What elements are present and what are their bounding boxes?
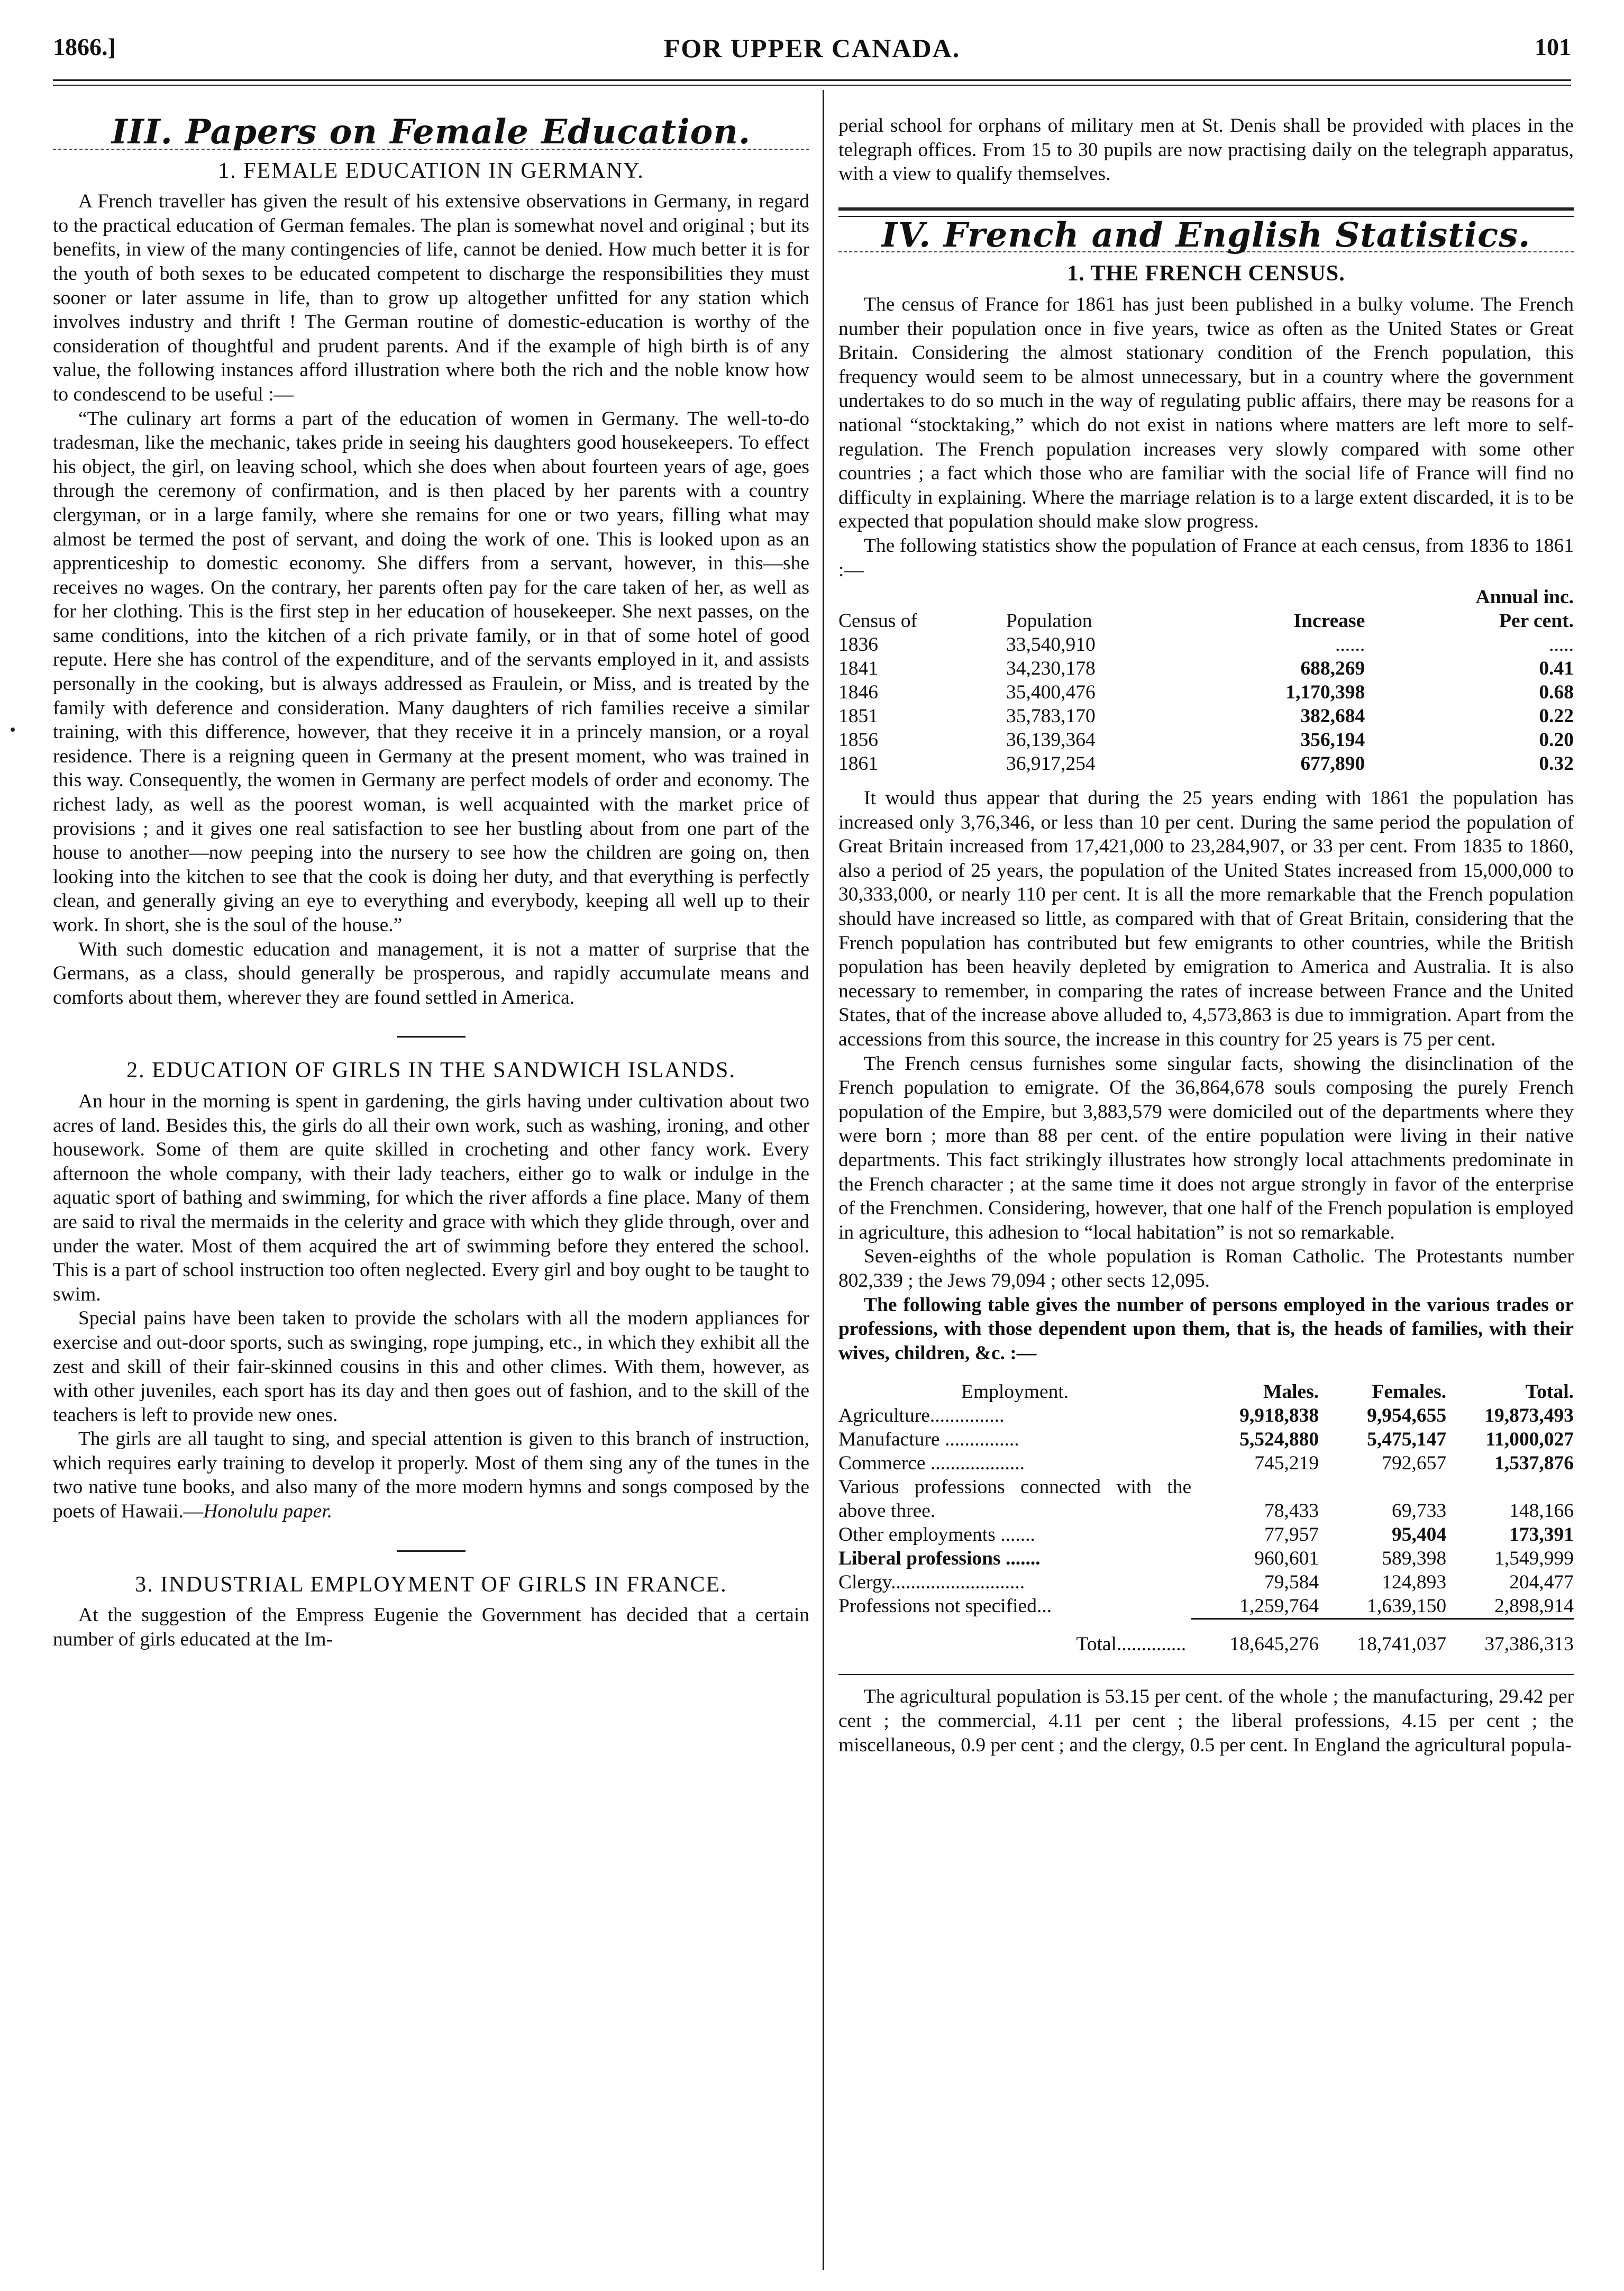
- census-percent: 0.32: [1539, 753, 1574, 775]
- header-year: 1866.]: [53, 33, 116, 60]
- census-population: 35,783,170: [1006, 705, 1096, 728]
- table-row: [838, 752, 1574, 776]
- employment-total: 1,549,999: [1494, 1548, 1574, 1570]
- paragraph: The French census furnishes some singular facts, showing the disinclination of the French population to emigrate. Of the 36,864,678 souls composing the purely French population of the Empire, but 3,883,579 were domiciled out of the departments where they were born ; more than 88 per cent. of the entire population were living in their native departments. This fact strikingly illustrates how strongly local attachments predominate in the French character ; at the same time it does not argue strongly in favor of the enterprise of the Frenchmen. Considering, however, that one half of the French population is employed in agriculture, this adhesion to “local habitation” is not so remarkable.: [838, 1052, 1574, 1243]
- census-population: 36,139,364: [1006, 729, 1096, 751]
- employment-label: Clergy...........................: [838, 1571, 1025, 1594]
- census-increase: ......: [1335, 634, 1365, 656]
- employment-header-label: Employment.: [961, 1381, 1069, 1403]
- table-row: [838, 1570, 1574, 1594]
- employment-label: Other employments .......: [838, 1524, 1035, 1546]
- employment-females: 9,954,655: [1367, 1405, 1447, 1427]
- employment-header-males: Males.: [1263, 1381, 1319, 1403]
- paragraph-text: The girls are all taught to sing, and special attention is given to this branch of instruction, which requires early training to develop it properly. Most of them sing any of the tunes in the two native tune books, and also many of the more modern hymns and songs composed by the poets of Hawaii.—: [53, 1428, 809, 1523]
- employment-males: 5,524,880: [1239, 1429, 1319, 1451]
- census-increase: 677,890: [1300, 753, 1365, 775]
- employment-males: 1,259,764: [1239, 1595, 1319, 1617]
- employment-males: 77,957: [1264, 1524, 1319, 1546]
- paragraph: The following statistics show the population of France at each census, from 1836 to 1861 :—: [838, 534, 1574, 581]
- paragraph: The following table gives the number of persons employed in the various trades or professions, with those dependent upon them, that is, the heads of families, with their wives, children, &c. :—: [838, 1294, 1574, 1364]
- employment-females: 1,639,150: [1367, 1595, 1447, 1617]
- header-rule-top: [53, 79, 1571, 81]
- employment-total: 148,166: [1509, 1500, 1574, 1522]
- table-row: [838, 1475, 1574, 1523]
- paragraph: The census of France for 1861 has just been published in a bulky volume. The French number their population once in five years, twice as often as the United States or Great Britain. Considering the almost stationary condition of the French population, this frequency would seem to be almost unnecessary, but in a country where the government undertakes to do so much in the way of regulating public affairs, there may be reasons for a national “stocktaking,” which do not exist in nations where matters are left more to self-regulation. The French population increases very slowly compared with some other countries ; a fact which those who are familiar with the social life of France will find no difficulty in explaining. Where the marriage relation is to a large extent discarded, it is to be expected that population should make slow progress.: [838, 293, 1574, 533]
- employment-total-label: Total..............: [1076, 1633, 1187, 1656]
- total-rule: [1191, 1619, 1574, 1633]
- table-row: [838, 1428, 1574, 1451]
- paragraph: [53, 1427, 809, 1523]
- page-header: [53, 33, 1571, 70]
- census-header-year: Census of: [838, 610, 917, 632]
- employment-total-males: 18,645,276: [1229, 1633, 1319, 1656]
- section-rule-thick: [838, 207, 1574, 211]
- census-header-population: Population: [1006, 610, 1092, 632]
- article-title-germany: 1. FEMALE EDUCATION IN GERMANY.: [218, 158, 644, 183]
- employment-males: 9,918,838: [1239, 1405, 1319, 1427]
- employment-females: 5,475,147: [1367, 1429, 1447, 1451]
- article-title-french-census: 1. THE FRENCH CENSUS.: [1067, 261, 1345, 286]
- census-population: 33,540,910: [1006, 634, 1096, 656]
- census-percent: 0.20: [1539, 729, 1574, 751]
- employment-total-row: [838, 1632, 1574, 1656]
- employment-rule-row: [838, 1619, 1574, 1633]
- census-header-annual: Annual inc.: [1475, 586, 1574, 608]
- margin-mark: [11, 728, 15, 732]
- employment-total: 1,537,876: [1494, 1452, 1574, 1475]
- header-rule-bottom: [53, 85, 1571, 86]
- employment-total-total: 37,386,313: [1484, 1633, 1574, 1656]
- census-header-row-2: [838, 609, 1574, 633]
- article-title-industrial-employment: 3. INDUSTRIAL EMPLOYMENT OF GIRLS IN FRANCE.: [135, 1572, 727, 1597]
- employment-males: 960,601: [1254, 1548, 1319, 1570]
- census-year: 1856: [838, 729, 878, 751]
- paragraph: “The culinary art forms a part of the education of women in Germany. The well-to-do tradesman, like the mechanic, takes pride in seeing his daughters good housekeepers. To effect his object, the girl, on leaving school, which she does when about fourteen years of age, goes through the ceremony of confirmation, and is then placed by her parents with a country clergyman, or in a large family, where she remains for one or two years, filling what may almost be termed the post of servant, and doing the work of one. This is looked upon as an apprenticeship to domestic economy. She differs from a servant, however, in this—she receives no wages. On the contrary, her parents often pay for the care taken of her, as well as for her clothing. This is the first step in her education of housekeeper. She next passes, on the same conditions, into the kitchen of a rich private family, or in that of some hotel of good repute. Here she has control of the expenditure, and of the servants employed in it, and assists personally in the cooking, but is always addressed as Fraulein, or Miss, and is treated by the family with deference and consideration. Many daughters of rich families receive a similar training, with this difference, however, that they receive it in a princely mansion, or a royal residence. There is a reigning queen in Germany at the present moment, who was trained in this way. Consequently, the women in Germany are perfect models of order and economy. The richest lady, as well as the poorest woman, is well acquainted with the market price of provisions ; and it gives one real satisfaction to see her bustling about from one part of the house to another—now peeping into the nursery to see how the children are going on, then looking into the kitchen to see that the cook is doing her duty, and that everything is perfectly clean, and generally giving an eye to everything and everybody, keeping all well up to their work. In short, she is the soul of the house.”: [53, 407, 809, 936]
- table-row: [838, 1594, 1574, 1619]
- employment-total: 11,000,027: [1485, 1429, 1574, 1451]
- census-increase: 1,170,398: [1285, 681, 1365, 704]
- census-year: 1861: [838, 753, 878, 775]
- paragraph-continued: perial school for orphans of military men at St. Denis shall be provided with places in the telegraph offices. From 15 to 30 pupils are now practising daily on the telegraph apparatus, with a view to qualify themselves.: [838, 115, 1574, 185]
- census-year: 1836: [838, 634, 878, 656]
- employment-females: 69,733: [1391, 1500, 1447, 1522]
- paragraph: The agricultural population is 53.15 per cent. of the whole ; the manufacturing, 29.42 per cent ; the commercial, 4.11 per cent ; the liberal professions, 4.15 per cent ; the miscellaneous, 0.9 per cent ; and the clergy, 0.5 per cent. In England the agricultural popula-: [838, 1686, 1574, 1756]
- census-percent: 0.22: [1539, 705, 1574, 728]
- paragraph: Seven-eighths of the whole population is Roman Catholic. The Protestants number 802,339 ; the Jews 79,094 ; other sects 12,095.: [838, 1245, 1574, 1292]
- employment-females: 589,398: [1382, 1548, 1447, 1570]
- table-row: [838, 633, 1574, 657]
- employment-header-total: Total.: [1525, 1381, 1574, 1403]
- right-column: [838, 114, 1574, 1757]
- left-column: [53, 114, 809, 1651]
- employment-label: Manufacture ...............: [838, 1429, 1019, 1451]
- column-divider: [823, 90, 824, 2270]
- header-page-number: 101: [1535, 33, 1571, 60]
- census-increase: 688,269: [1300, 658, 1365, 680]
- census-year: 1846: [838, 681, 878, 704]
- employment-label: Professions not specified...: [838, 1595, 1052, 1617]
- census-header-row-1: [838, 585, 1574, 609]
- census-year: 1841: [838, 658, 878, 680]
- table-bottom-rule: [838, 1674, 1574, 1675]
- census-increase: 356,194: [1300, 729, 1365, 751]
- paragraph: With such domestic education and management, it is not a matter of surprise that the Germans, as a class, should generally be prosperous, and rapidly accumulate means and comforts about them, wherever they are found settled in America.: [53, 938, 809, 1008]
- census-header-percent: Per cent.: [1499, 610, 1574, 632]
- employment-total: 204,477: [1509, 1571, 1574, 1594]
- section-title-female-education: III. Papers on Female Education.: [111, 112, 751, 152]
- employment-total: 2,898,914: [1494, 1595, 1574, 1617]
- employment-females: 95,404: [1391, 1524, 1447, 1546]
- employment-females: 124,893: [1382, 1571, 1447, 1594]
- census-percent: 0.41: [1539, 658, 1574, 680]
- table-row: [838, 728, 1574, 752]
- census-population: 35,400,476: [1006, 681, 1096, 704]
- employment-males: 745,219: [1254, 1452, 1319, 1475]
- table-row: [838, 704, 1574, 728]
- employment-label: Agriculture...............: [838, 1405, 1005, 1427]
- table-row: [838, 1404, 1574, 1428]
- employment-label: Various professions connected with the above three.: [838, 1476, 1192, 1522]
- employment-header-females: Females.: [1372, 1381, 1447, 1403]
- employment-total-females: 18,741,037: [1357, 1633, 1447, 1656]
- table-row: [838, 1523, 1574, 1547]
- employment-total: 19,873,493: [1484, 1405, 1574, 1427]
- header-title: FOR UPPER CANADA.: [663, 33, 961, 63]
- table-row: [838, 680, 1574, 704]
- employment-header-row: [838, 1380, 1574, 1404]
- census-percent: .....: [1549, 634, 1574, 656]
- census-percent: 0.68: [1539, 681, 1574, 704]
- article-separator: [397, 1036, 466, 1038]
- paragraph: At the suggestion of the Empress Eugenie the Government has decided that a certain number of girls educated at the Im-: [53, 1604, 809, 1650]
- employment-females: 792,657: [1382, 1452, 1447, 1475]
- table-row: [838, 1547, 1574, 1570]
- census-population: 36,917,254: [1006, 753, 1096, 775]
- employment-label: Liberal professions .......: [838, 1548, 1041, 1570]
- census-year: 1851: [838, 705, 878, 728]
- paragraph: It would thus appear that during the 25 years ending with 1861 the population has increased only 3,76,346, or less than 10 per cent. During the same period the population of Great Britain increased from 17,421,000 to 23,284,907, or 33 per cent. From 1835 to 1860, also a period of 25 years, the population of the United States increased from 15,000,000 to 30,333,000, or nearly 110 per cent. It is all the more remarkable that the French population should have increased so little, as compared with that of Great Britain, considering that the French population has contributed but few emigrants to other countries, while the British population has been heavily depleted by emigration to America and Australia. It is also necessary to remember, in comparing the rates of increase between France and the United States, that of the increase above alluded to, 4,573,863 is due to immigration. Apart from the accessions from this source, the increase in this country for 25 years is 75 per cent.: [838, 787, 1574, 1051]
- census-table: [838, 585, 1574, 776]
- table-row: [838, 1451, 1574, 1475]
- employment-total: 173,391: [1509, 1524, 1574, 1546]
- census-header-increase: Increase: [1293, 610, 1365, 632]
- census-increase: 382,684: [1300, 705, 1365, 728]
- paragraph: Special pains have been taken to provide the scholars with all the modern appliances for exercise and out-door sports, such as swinging, rope jumping, etc., in which they exhibit all the zest and skill of their fair-skinned cousins in this and other climes. With them, however, as with other juveniles, each sport has its day and then goes out of fashion, and to the skill of the teachers is left to provide new ones.: [53, 1307, 809, 1426]
- paragraph: A French traveller has given the result of his extensive observations in Germany, in regard to the practical education of German females. The plan is somewhat novel and original ; but its benefits, in view of the many contingencies of life, cannot be denied. How much better it is for the youth of both sexes to be educated competent to discharge the responsibilities they must sooner or later assume in life, than to grow up altogether unfitted for any station which involves industry and thrift ! The German routine of domestic-education is worthy of the consideration of thoughtful and prudent parents. And if the example of high birth is of any value, the following instances afford illustration where both the rich and the noble know how to condescend to be useful :—: [53, 190, 809, 405]
- census-population: 34,230,178: [1006, 658, 1096, 680]
- paragraph: An hour in the morning is spent in gardening, the girls having under cultivation about two acres of land. Besides this, the girls do all their own work, such as washing, ironing, and other housework. Some of them are quite skilled in crocheting and other fancy work. Every afternoon the whole company, with their lady teachers, either go to walk or indulge in the aquatic sport of bathing and swimming, for which the river affords a fine place. Many of them are said to rival the mermaids in the celerity and grace with which they glide through, over and under the water. Most of them acquired the art of swimming before they entered the school. This is a part of school instruction too often neglected. Every girl and boy ought to be taught to swim.: [53, 1090, 809, 1305]
- employment-males: 79,584: [1264, 1571, 1319, 1594]
- employment-table: [838, 1380, 1574, 1656]
- article-separator: [397, 1550, 466, 1552]
- article-title-sandwich-islands: 2. EDUCATION OF GIRLS IN THE SANDWICH ISLANDS.: [126, 1058, 736, 1083]
- employment-label: Commerce ...................: [838, 1452, 1025, 1475]
- section-title-statistics: IV. French and English Statistics.: [881, 215, 1531, 255]
- source-signature: Honolulu paper.: [203, 1501, 333, 1523]
- table-row: [838, 657, 1574, 680]
- employment-males: 78,433: [1264, 1500, 1319, 1522]
